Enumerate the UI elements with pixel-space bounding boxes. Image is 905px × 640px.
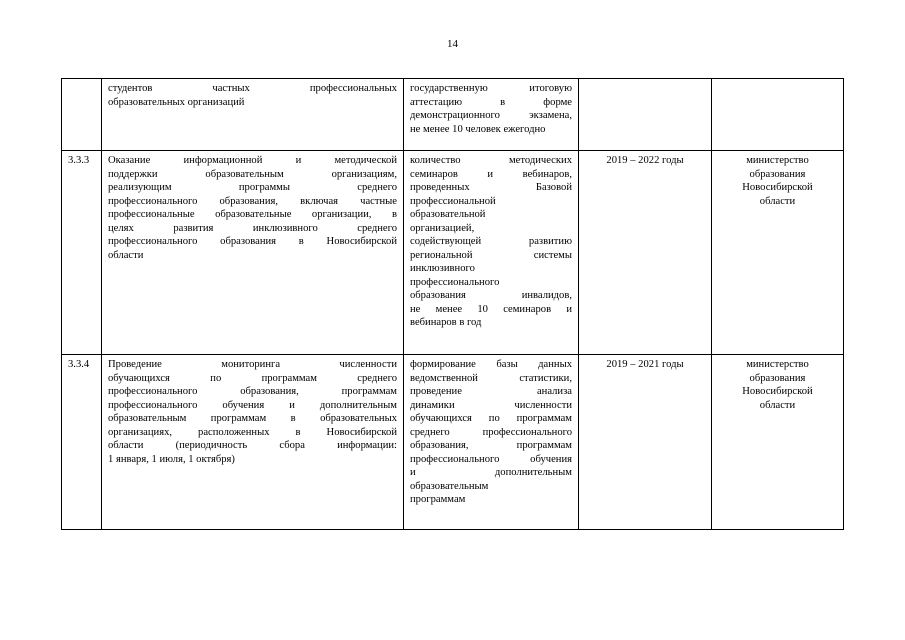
indicator-cell-line: не менее 10 человек ежегодно xyxy=(410,123,546,135)
action-cell xyxy=(102,79,404,151)
indicator-cell-line: динамики численности xyxy=(410,399,572,411)
executor-cell-line: министерство xyxy=(746,155,809,166)
action-cell-line: поддержки образовательным организациям, xyxy=(108,168,397,180)
indicator-cell-line: профессионального xyxy=(410,276,500,288)
executor-cell xyxy=(712,151,844,355)
indicator-cell-line: содействующей развитию xyxy=(410,236,572,247)
indicator-cell-line: инклюзивного xyxy=(410,263,475,274)
indicator-cell xyxy=(404,151,579,355)
indicator-cell-line: организацией, xyxy=(410,222,475,234)
indicator-cell-line: демонстрационного экзамена, xyxy=(410,110,572,121)
action-cell-line: области xyxy=(108,249,144,261)
item-number: 3.3.3 xyxy=(62,151,102,355)
action-cell-line: Оказание информационной и методической xyxy=(108,155,397,166)
executor-cell-line: образования xyxy=(749,168,806,180)
indicator-cell-line: профессионального обучения xyxy=(410,453,572,465)
indicator-cell-line: обучающихся по программам xyxy=(410,413,572,424)
plan-table xyxy=(61,78,844,530)
indicator-cell-line: профессиональной xyxy=(410,195,496,207)
period-cell: 2019 – 2021 годы xyxy=(579,355,712,530)
page-number: 14 xyxy=(447,38,458,50)
indicator-cell-line: не менее 10 семинаров и xyxy=(410,303,572,315)
action-cell-line: профессионального обучения и дополнительным xyxy=(108,399,397,411)
action-cell-line: области (периодичность сбора информации: xyxy=(108,440,397,451)
executor-cell-line: министерство xyxy=(746,359,809,370)
action-cell-line: обучающихся по программам среднего xyxy=(108,372,397,384)
table-row xyxy=(62,151,844,355)
period-cell xyxy=(579,79,712,151)
action-cell-line: профессионального образования в Новосибирской xyxy=(108,236,397,247)
indicator-cell-line: среднего профессионального xyxy=(410,426,572,438)
indicator-cell-line: проведение анализа xyxy=(410,386,572,397)
action-cell-line: студентов частных профессиональных xyxy=(108,83,397,94)
indicator-cell xyxy=(404,355,579,530)
action-cell-line: реализующим программы среднего xyxy=(108,182,397,193)
indicator-cell-line: образовательным xyxy=(410,480,489,492)
executor-cell-line: Новосибирской xyxy=(742,386,813,397)
action-cell-line: образовательным программам в образовательных xyxy=(108,413,397,424)
period-cell: 2019 – 2022 годы xyxy=(579,151,712,355)
item-number xyxy=(62,79,102,151)
executor-cell-line: области xyxy=(759,399,796,411)
indicator-cell-line: государственную итоговую xyxy=(410,83,572,94)
executor-cell-line: области xyxy=(759,195,796,207)
action-cell-line: организациях, расположенных в Новосибирской xyxy=(108,426,397,438)
indicator-cell-line: формирование базы данных xyxy=(410,359,572,370)
executor-cell-line: образования xyxy=(749,372,806,384)
executor-cell xyxy=(712,355,844,530)
indicator-cell-line: проведенных Базовой xyxy=(410,182,572,193)
indicator-cell-line: вебинаров в год xyxy=(410,317,482,328)
action-cell-line: 1 января, 1 июля, 1 октября) xyxy=(108,453,235,465)
table-row xyxy=(62,355,844,530)
indicator-cell-line: программам xyxy=(410,494,466,505)
action-cell-line: целях развития инклюзивного среднего xyxy=(108,222,397,234)
table-row xyxy=(62,79,844,151)
action-cell xyxy=(102,151,404,355)
action-cell-line: профессионального образования, включая частные xyxy=(108,195,397,207)
indicator-cell-line: образования, программам xyxy=(410,440,572,451)
indicator-cell-line: ведомственной статистики, xyxy=(410,372,572,384)
executor-cell xyxy=(712,79,844,151)
indicator-cell-line: региональной системы xyxy=(410,249,572,261)
item-number: 3.3.4 xyxy=(62,355,102,530)
indicator-cell-line: семинаров и вебинаров, xyxy=(410,168,572,180)
indicator-cell-line: образования инвалидов, xyxy=(410,290,572,301)
indicator-cell-line: количество методических xyxy=(410,155,572,166)
action-cell-line: Проведение мониторинга численности xyxy=(108,359,397,370)
executor-cell-line: Новосибирской xyxy=(742,182,813,193)
action-cell xyxy=(102,355,404,530)
indicator-cell-line: образовательной xyxy=(410,209,486,220)
indicator-cell-line: аттестацию в форме xyxy=(410,96,572,108)
plan-table-body xyxy=(62,79,844,530)
action-cell-line: профессиональные образовательные организации, в xyxy=(108,209,397,220)
action-cell-line: профессионального образования, программам xyxy=(108,386,397,397)
action-cell-line: образовательных организаций xyxy=(108,96,245,108)
indicator-cell xyxy=(404,79,579,151)
indicator-cell-line: и дополнительным xyxy=(410,467,572,478)
